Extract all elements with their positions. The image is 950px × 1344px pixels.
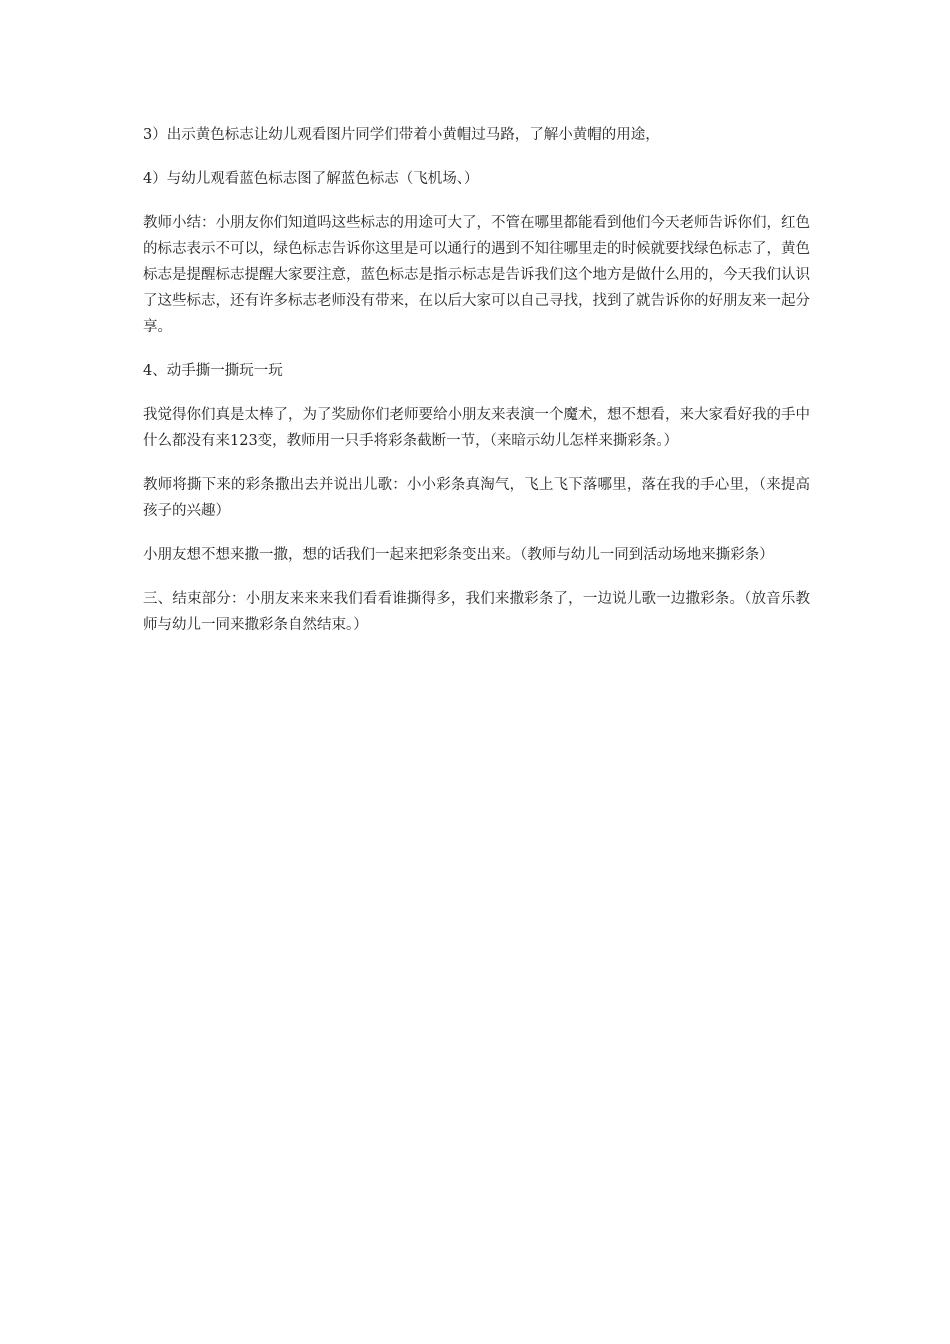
paragraph-step-4-blue-sign: 4）与幼儿观看蓝色标志图了解蓝色标志（飞机场、） [143,171,479,187]
document-body [143,122,810,656]
section-heading-tear-and-play: 4、动手撕一撕玩一玩 [143,363,283,379]
paragraph-teacher-summary: 教师小结：小朋友你们知道吗这些标志的用途可大了，不管在哪里都能看到他们今天老师告诉你们，红色的标志表示不可以，绿色标志告诉你这里是可以通行的遇到不知往哪里走的时候就要找绿色标志了，黄色标志是提醒标志提醒大家要注意，蓝色标志是指示标志是告诉我们这个地方是做什么用的，今天我们认识了这些标志，还有许多标志老师没有带来，在以后大家可以自己寻找，找到了就告诉你的好朋友来一起分享。 [143,215,810,335]
paragraph-magic-trick: 我觉得你们真是太棒了，为了奖励你们老师要给小朋友来表演一个魔术，想不想看，来大家看好我的手中什么都没有来123变，教师用一只手将彩条截断一节，（来暗示幼儿怎样来撕彩条。） [143,407,810,449]
paragraph-scatter-strips: 小朋友想不想来撒一撒，想的话我们一起来把彩条变出来。（教师与幼儿一同到活动场地来撕彩条） [143,547,774,563]
paragraph-nursery-rhyme: 教师将撕下来的彩条撒出去并说出儿歌：小小彩条真淘气，飞上飞下落哪里，落在我的手心里，（来提高孩子的兴趣） [143,477,810,519]
paragraph-step-3-yellow-sign: 3）出示黄色标志让幼儿观看图片同学们带着小黄帽过马路，了解小黄帽的用途， [143,127,660,143]
paragraph-conclusion: 三、结束部分：小朋友来来来我们看看谁撕得多，我们来撒彩条了，一边说儿歌一边撒彩条。（放音乐教师与幼儿一同来撒彩条自然结束。） [143,591,810,633]
